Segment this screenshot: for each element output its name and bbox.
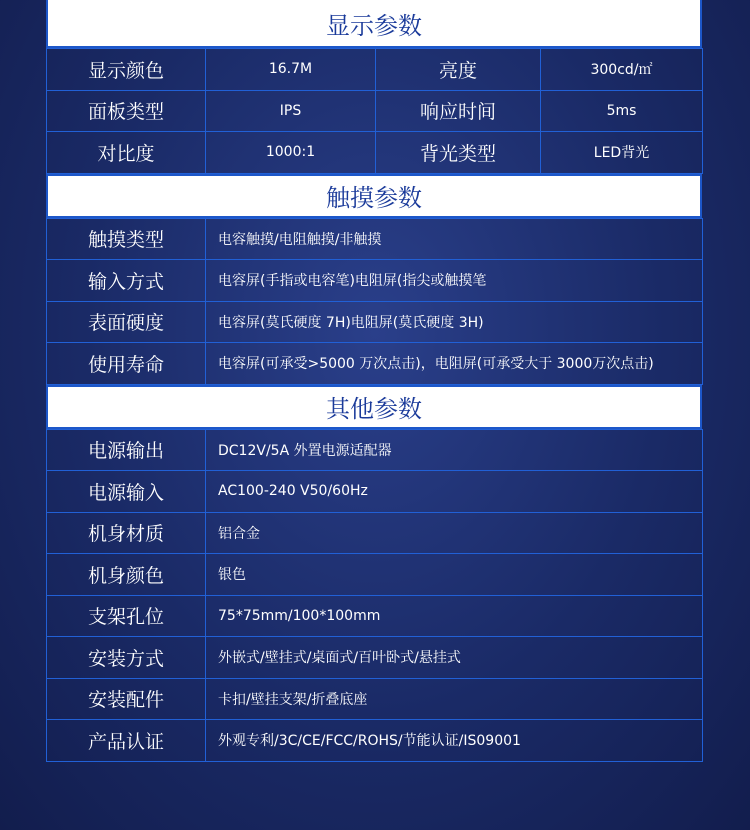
display-params-table [46,48,703,174]
table-row [47,301,703,343]
spec-value: 电容屏(手指或电容笔)电阻屏(指尖或触摸笔 [206,260,703,302]
other-params-table [46,429,703,762]
other-params-title: 其他参数 [46,385,702,429]
spec-value: 铝合金 [206,512,703,554]
touch-params-title: 触摸参数 [46,174,702,218]
spec-label: 面板类型 [47,90,206,132]
spec-label: 安装配件 [47,678,206,720]
table-row [47,512,703,554]
spec-value: 卡扣/壁挂支架/折叠底座 [206,678,703,720]
table-row [47,637,703,679]
spec-label: 显示颜色 [47,49,206,91]
spec-label: 机身材质 [47,512,206,554]
spec-sheet [46,0,702,762]
spec-value: 75*75mm/100*100mm [206,595,703,637]
spec-label: 安装方式 [47,637,206,679]
table-row [47,90,703,132]
spec-label: 背光类型 [376,132,541,174]
table-row [47,678,703,720]
spec-value: 电容屏(莫氏硬度 7H)电阻屏(莫氏硬度 3H) [206,301,703,343]
spec-label: 电源输出 [47,429,206,471]
table-row [47,260,703,302]
spec-label: 对比度 [47,132,206,174]
spec-label: 亮度 [376,49,541,91]
spec-label: 触摸类型 [47,218,206,260]
spec-label: 表面硬度 [47,301,206,343]
table-row [47,720,703,762]
spec-value: 电容触摸/电阻触摸/非触摸 [206,218,703,260]
table-row [47,132,703,174]
table-row [47,595,703,637]
table-row [47,429,703,471]
table-row [47,218,703,260]
spec-label: 产品认证 [47,720,206,762]
spec-value: 1000:1 [206,132,376,174]
table-row [47,49,703,91]
spec-label: 支架孔位 [47,595,206,637]
spec-label: 电源输入 [47,471,206,513]
spec-value: 16.7M [206,49,376,91]
touch-params-table [46,218,703,385]
spec-value: 外嵌式/壁挂式/桌面式/百叶卧式/悬挂式 [206,637,703,679]
spec-value: 电容屏(可承受>5000 万次点击)，电阻屏(可承受大于 3000万次点击) [206,343,703,385]
spec-value: 银色 [206,554,703,596]
table-row [47,343,703,385]
spec-label: 响应时间 [376,90,541,132]
table-row [47,471,703,513]
spec-value: IPS [206,90,376,132]
spec-value: 5ms [541,90,703,132]
spec-value: 外观专利/3C/CE/FCC/ROHS/节能认证/IS09001 [206,720,703,762]
spec-value: DC12V/5A 外置电源适配器 [206,429,703,471]
display-params-title: 显示参数 [46,0,702,48]
spec-label: 机身颜色 [47,554,206,596]
spec-label: 输入方式 [47,260,206,302]
spec-value: AC100-240 V50/60Hz [206,471,703,513]
spec-value: LED背光 [541,132,703,174]
spec-label: 使用寿命 [47,343,206,385]
table-row [47,554,703,596]
spec-value: 300cd/㎡ [541,49,703,91]
